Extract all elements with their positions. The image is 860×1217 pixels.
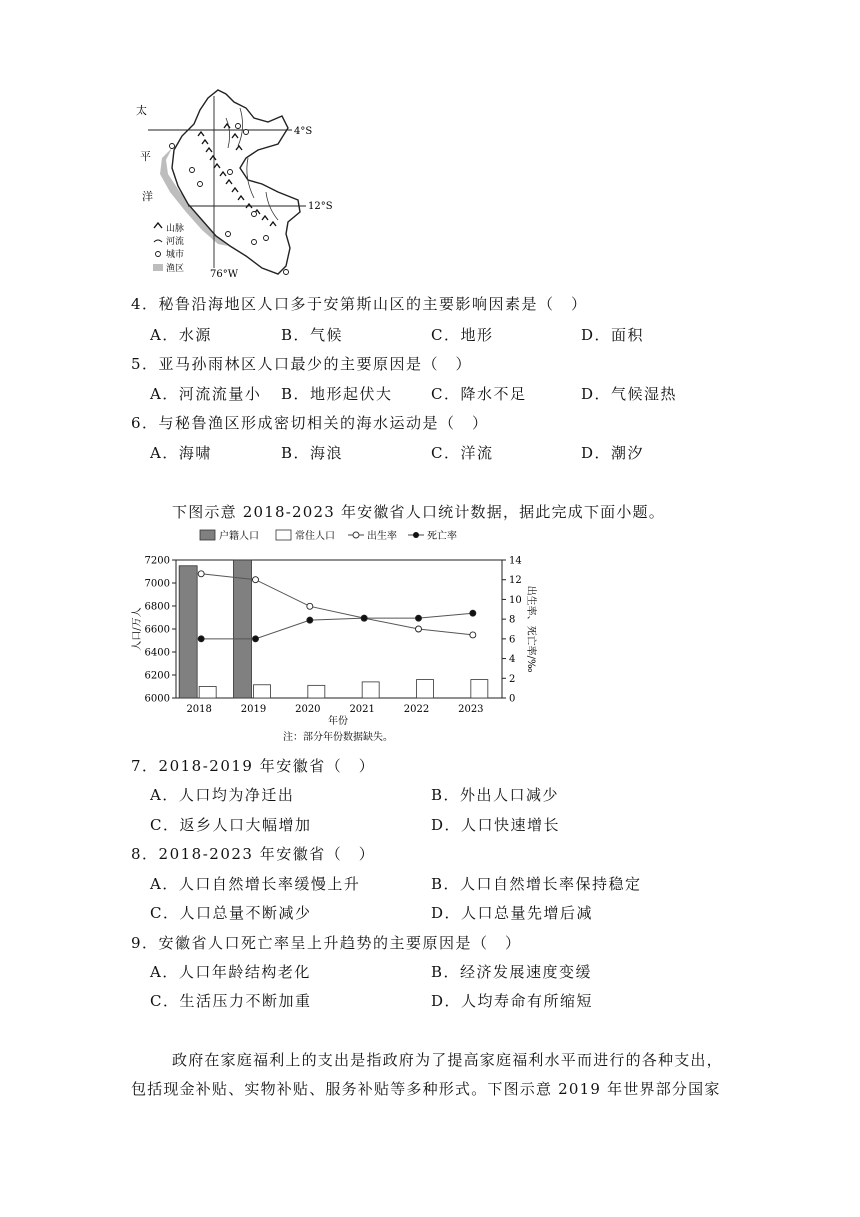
q5-option-c: C．降水不足 [431,385,527,403]
q8-option-a: A．人口自然增长率缓慢上升 [150,875,361,893]
chart-intro: 下图示意 2018-2023 年安徽省人口统计数据，据此完成下面小题。 [172,503,665,521]
x-tick-label: 2023 [458,704,484,715]
ocean-label-1: 太 [136,104,147,117]
birth-rate-point [198,571,204,577]
x-tick-label: 2021 [349,704,375,715]
y2-tick-label: 2 [509,673,516,685]
q6-option-a: A．海啸 [150,444,212,462]
q9-option-d: D．人均寿命有所缩短 [431,992,594,1010]
x-tick-label: 2020 [295,704,321,715]
bar-resident-population [199,687,216,699]
y2-tick-label: 4 [509,654,516,666]
lat-12s-label: 12°S [308,201,333,212]
question-5-stem: 5．亚马孙雨林区人口最少的主要原因是（ ） [131,355,473,373]
birth-rate-point [416,626,422,632]
q7-option-a: A．人口均为净迁出 [150,786,295,804]
death-rate-point [361,615,367,621]
q7-option-d: D．人口快速增长 [431,816,561,834]
y-tick-label: 7000 [144,578,170,590]
death-rate-point [470,610,476,616]
q5-option-b: B．地形起伏大 [281,385,393,403]
q7-option-b: B．外出人口减少 [431,786,560,804]
x-tick-label: 2022 [403,704,430,715]
lat-4s-label: 4°S [294,126,313,137]
y-tick-label: 6000 [144,693,170,705]
legend-label-resident: 常住人口 [295,531,335,542]
death-rate-point [253,636,259,642]
question-6-stem: 6．与秘鲁渔区形成密切相关的海水运动是（ ） [131,414,489,432]
question-4-stem: 4．秘鲁沿海地区人口多于安第斯山区的主要影响因素是（ ） [131,295,588,313]
q8-option-d: D．人口总量先增后减 [431,904,594,922]
legend-marker-death [413,532,419,538]
y-tick-label: 6400 [144,647,170,659]
q5-option-a: A．河流流量小 [150,385,262,403]
bar-resident-population [417,680,434,698]
legend-swatch-registered [200,530,215,540]
welfare-paragraph-line-2: 包括现金补贴、实物补贴、服务补贴等多种形式。下图示意 2019 年世界部分国家 [131,1080,721,1098]
y-axis-label: 人口/万人 [132,607,143,651]
chart-legend [200,529,457,542]
y-tick-label: 6800 [144,601,170,613]
ocean-label-3: 洋 [142,190,153,203]
bar-resident-population [308,685,325,698]
legend-fishing-zone: 渔区 [166,264,185,274]
x-tick-label: 2018 [186,704,212,715]
bar-resident-population [471,680,488,698]
q6-option-c: C．洋流 [431,444,494,462]
welfare-paragraph-line-1: 政府在家庭福利上的支出是指政府为了提高家庭福利水平而进行的各种支出， [172,1051,723,1069]
q7-option-c: C．返乡人口大幅增加 [150,816,312,834]
q9-option-a: A．人口年龄结构老化 [150,963,311,981]
death-rate-point [307,617,313,623]
q4-option-b: B．气候 [281,326,344,344]
legend-label-registered: 户籍人口 [219,531,259,542]
peru-map [128,88,333,283]
q6-option-b: B．海浪 [281,444,344,462]
legend-mountain: 山脉 [166,224,185,234]
bar-registered-population [234,560,252,698]
y2-axis-label: 出生率、死亡率/‰ [525,585,536,673]
y2-tick-label: 14 [509,555,522,567]
plot-frame [176,560,502,698]
q5-option-d: D．气候湿热 [581,385,678,403]
question-9-stem: 9．安徽省人口死亡率呈上升趋势的主要原因是（ ） [131,934,522,952]
birth-rate-point [470,632,476,638]
y-tick-label: 6600 [144,624,170,636]
x-axis-label: 年份 [328,716,348,727]
legend-label-death: 死亡率 [427,531,457,542]
question-7-stem: 7．2018-2019 年安徽省（ ） [131,757,376,775]
legend-city: 城市 [166,250,185,260]
y2-tick-label: 8 [509,614,516,626]
bar-registered-population [179,566,197,698]
map-legend [153,222,184,274]
y2-tick-label: 10 [509,594,522,606]
q4-option-d: D．面积 [581,326,645,344]
q9-option-b: B．经济发展速度变缓 [431,963,593,981]
death-rate-point [416,615,422,621]
lon-76w-label: 76°W [210,269,239,280]
country-outline [172,90,300,274]
y2-tick-label: 0 [509,693,516,705]
q6-option-d: D．潮汐 [581,444,645,462]
bar-resident-population [254,685,271,698]
legend-river: 河流 [166,237,185,247]
q4-option-a: A．水源 [150,326,212,344]
question-8-stem: 8．2018-2023 年安徽省（ ） [131,845,376,863]
x-tick-label: 2019 [240,704,267,715]
y-tick-label: 7200 [144,555,170,567]
q8-option-b: B．人口自然增长率保持稳定 [431,875,642,893]
q9-option-c: C．生活压力不断加重 [150,992,312,1010]
legend-swatch-resident [276,530,291,540]
y2-tick-label: 12 [509,575,522,587]
y2-tick-label: 6 [509,634,516,646]
y-tick-label: 6200 [144,670,170,682]
ocean-label-2: 平 [140,150,151,163]
legend-label-birth: 出生率 [367,531,397,542]
birth-rate-point [307,603,313,609]
q4-option-c: C．地形 [431,326,494,344]
legend-marker-birth [353,532,359,538]
population-chart [120,524,560,746]
chart-note: 注：部分年份数据缺失。 [283,732,393,743]
birth-rate-point [253,577,259,583]
q8-option-c: C．人口总量不断减少 [150,904,312,922]
death-rate-point [198,636,204,642]
bar-resident-population [362,682,379,698]
